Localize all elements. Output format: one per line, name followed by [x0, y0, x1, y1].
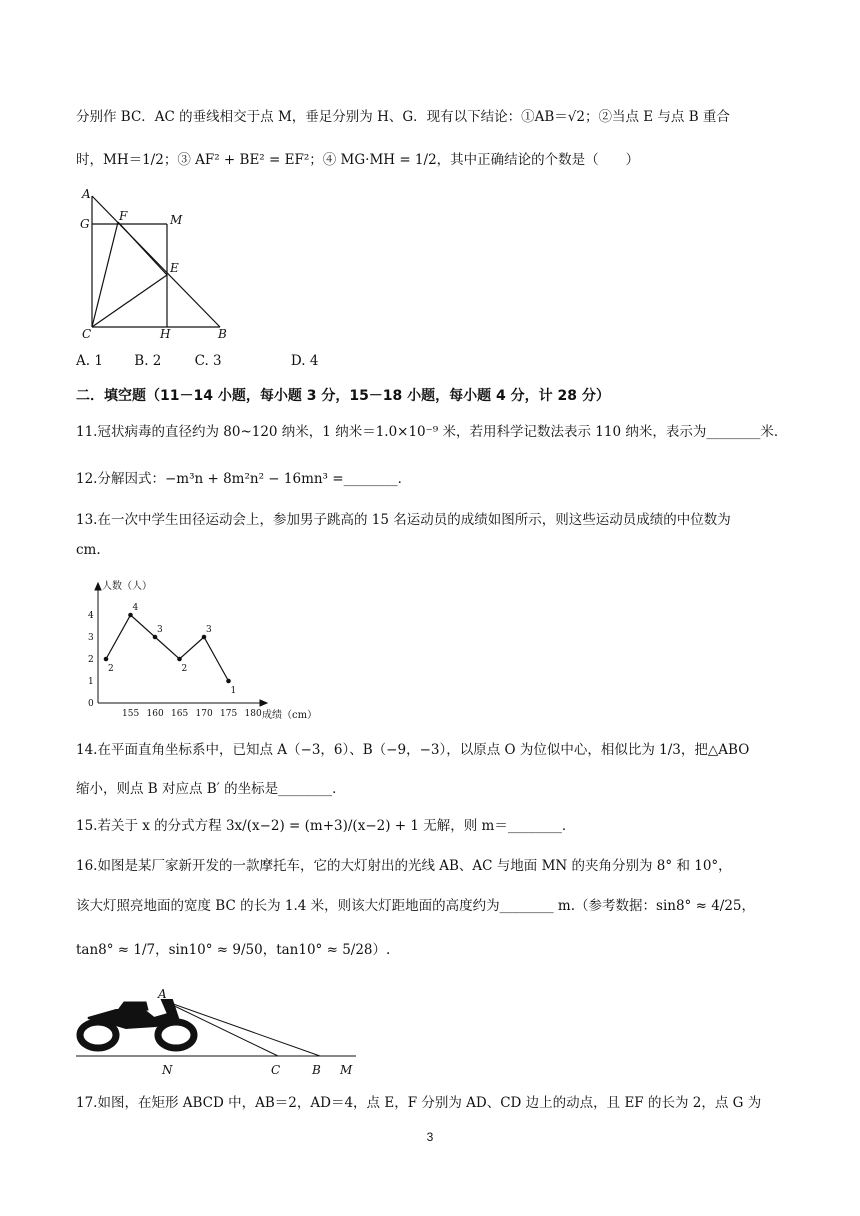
x-tick-label: 160 [146, 709, 164, 719]
data-point [226, 679, 231, 684]
fig-label-a: A [82, 187, 91, 201]
page-number: 3 [426, 1130, 434, 1144]
q12-text: 12.分解因式：−m³n + 8m²n² − 16mn³ =________． [76, 471, 412, 487]
q15 [76, 816, 798, 846]
fig-label-g: G [80, 217, 90, 231]
y-tick-label: 3 [88, 633, 94, 643]
q15-text: 15.若关于 x 的分式方程 3x/(x−2) = (m+3)/(x−2) + 1 无解，则 m＝________． [76, 818, 576, 834]
data-point [104, 657, 109, 662]
fig-label-b: B [218, 327, 227, 341]
x-axis-arrow [260, 700, 267, 706]
q14-line1-text: 14.在平面直角坐标系中，已知点 A（−3，6）、B（−9，−3），以原点 O 为位似中心，相似比为 1/3，把△ABO [76, 742, 750, 758]
q10-figure [76, 186, 236, 346]
fig-label-e: E [170, 261, 179, 275]
option-c: C. 3 [194, 353, 222, 369]
y-tick-label: 1 [88, 677, 94, 687]
q11 [76, 422, 798, 442]
y-tick-label: 0 [88, 699, 94, 709]
q10-line1 [76, 107, 798, 127]
data-label: 4 [132, 603, 139, 613]
moto-label-m: M [340, 1063, 353, 1077]
x-tick-label: 175 [220, 709, 238, 719]
data-label: 3 [206, 625, 212, 635]
q16-line3 [76, 940, 798, 960]
fig-label-m: M [170, 213, 183, 227]
data-point [153, 635, 158, 640]
q16-line3-text: tan8° ≈ 1/7，sin10° ≈ 9/50，tan10° ≈ 5/28）. [76, 942, 391, 958]
x-tick-label: 165 [171, 709, 189, 719]
q13-line2 [76, 540, 798, 560]
x-tick-label: 155 [122, 709, 140, 719]
q14-line2-text: 缩小，则点 B 对应点 B′ 的坐标是________． [76, 781, 346, 797]
q14-line1 [76, 740, 798, 760]
q16-line1-text: 16.如图是某厂家新开发的一款摩托车，它的大灯射出的光线 AB、AC 与地面 MN 的夹角分别为 8° 和 10°， [76, 858, 732, 874]
x-tick-label: 170 [195, 709, 213, 719]
moto-label-n: N [162, 1063, 173, 1077]
section-2-title [76, 386, 798, 406]
moto-label-b: B [312, 1063, 321, 1077]
moto-label-c: C [271, 1063, 281, 1077]
q16-line2 [76, 896, 798, 916]
q16-line1 [76, 856, 798, 876]
chart-y-label: 人数（人） [102, 581, 152, 592]
data-label: 3 [157, 625, 163, 635]
q13-line1-text: 13.在一次中学生田径运动会上，参加男子跳高的 15 名运动员的成绩如图所示，则这些运动员成绩的中位数为 [76, 512, 731, 528]
option-b: B. 2 [134, 353, 162, 369]
fig-label-c: C [82, 327, 92, 341]
q10-line1-text: 分别作 BC．AC 的垂线相交于点 M，垂足分别为 H、G．现有以下结论：①AB＝√2；②当点 E 与点 B 重合 [76, 109, 730, 125]
q13-line-chart [76, 575, 326, 725]
q10-options [76, 351, 798, 371]
y-axis-arrow [95, 583, 101, 590]
q16-motorcycle-figure [76, 988, 366, 1080]
option-d: D. 4 [290, 353, 319, 369]
y-tick-label: 4 [88, 611, 94, 621]
chart-x-label: 成绩（cm） [262, 710, 318, 721]
data-point [177, 657, 182, 662]
data-point [202, 635, 207, 640]
q17 [76, 1093, 798, 1113]
option-a: A. 1 [76, 353, 103, 369]
data-label: 2 [108, 664, 114, 674]
data-label: 2 [181, 664, 188, 674]
q10-line2-text: 时，MH＝1/2；③ AF² + BE² = EF²；④ MG·MH = 1/2，其中正确结论的个数是（ ） [76, 152, 640, 168]
q11-text: 11.冠状病毒的直径约为 80~120 纳米，1 纳米＝1.0×10⁻⁹ 米，若用科学记数法表示 110 纳米，表示为________米． [76, 424, 788, 440]
section-2-title-text: 二．填空题（11－14 小题，每小题 3 分，15－18 小题，每小题 4 分，计 28 分） [76, 388, 610, 404]
q13-line1 [76, 510, 798, 530]
q13-line2-text: cm. [76, 542, 101, 558]
data-point [128, 613, 133, 618]
q17-text: 17.如图，在矩形 ABCD 中，AB＝2，AD＝4，点 E，F 分别为 AD、CD 边上的动点，且 EF 的长为 2，点 G 为 [76, 1095, 762, 1111]
data-label: 1 [230, 686, 237, 696]
fig-label-h: H [160, 327, 171, 341]
q10-line2 [76, 150, 798, 186]
q12 [76, 469, 798, 489]
moto-label-a: A [158, 988, 167, 1001]
q16-line2-text: 该大灯照亮地面的宽度 BC 的长为 1.4 米，则该大灯距地面的高度约为________ m.（参考数据：sin8° ≈ 4/25， [76, 898, 756, 914]
y-tick-label: 2 [88, 655, 94, 665]
fig-label-f: F [119, 209, 128, 223]
x-tick-label: 180 [244, 709, 262, 719]
q14-line2 [76, 779, 798, 799]
